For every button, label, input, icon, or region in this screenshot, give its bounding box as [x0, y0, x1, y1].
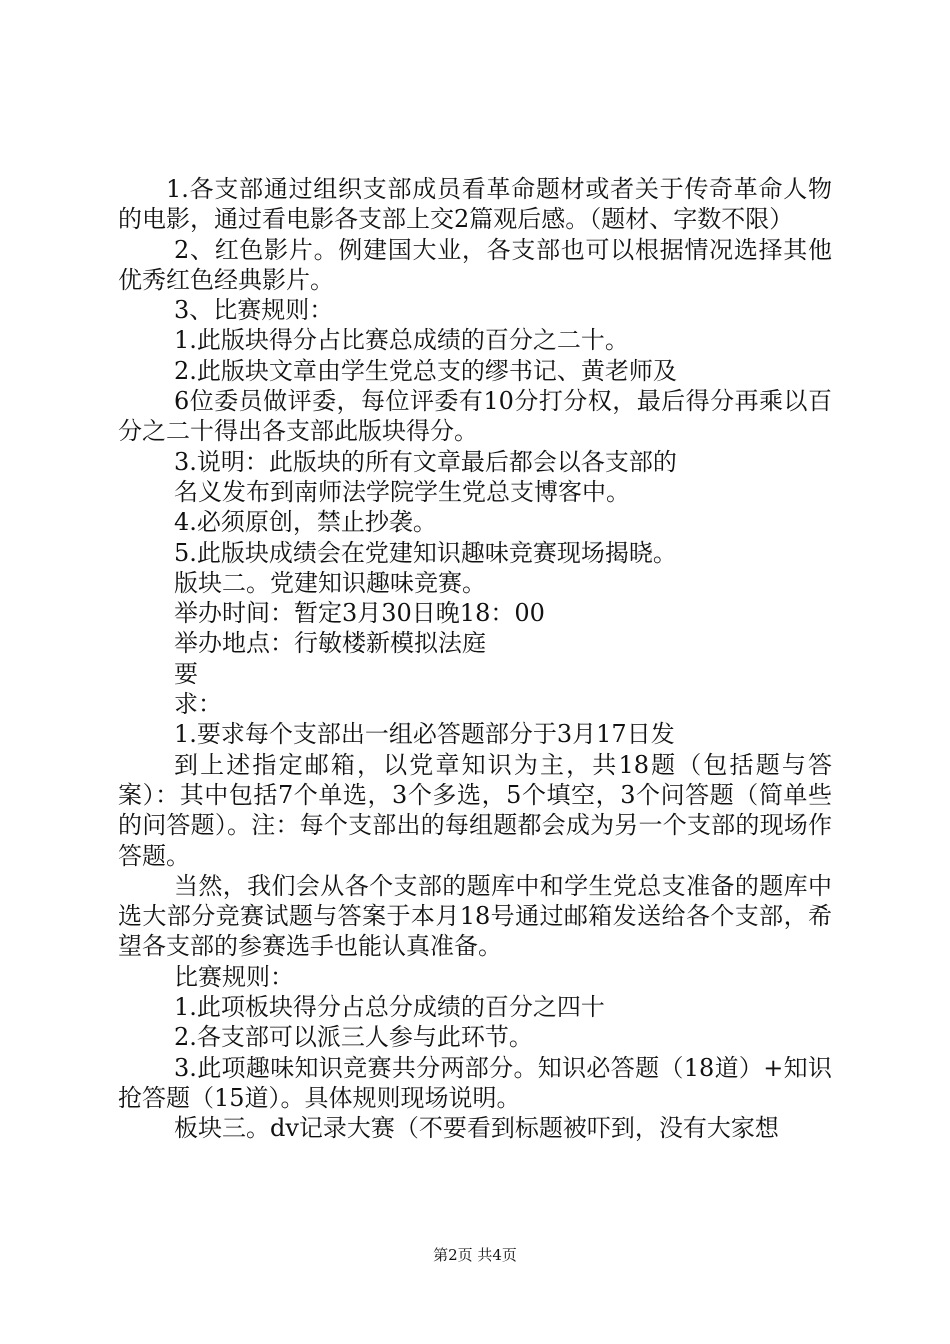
- paragraph-12: 举办时间：暂定3月30日晚18：00: [174, 599, 545, 628]
- paragraph-10: 5.此版块成绩会在党建知识趣味竞赛现场揭晓。: [174, 538, 677, 567]
- paragraph-22: 3.此项趣味知识竞赛共分两部分。知识必答题（18道）+知识抢答题（15道）。具体规则现场说明。: [118, 1053, 832, 1112]
- paragraph-3: 3、比赛规则：: [174, 296, 334, 325]
- paragraph-5: 2.此版块文章由学生党总支的缪书记、黄老师及: [174, 356, 677, 385]
- paragraph-21: 2.各支部可以派三人参与此环节。: [174, 1023, 533, 1052]
- paragraph-13: 举办地点：行敏楼新模拟法庭: [174, 629, 486, 658]
- paragraph-11: 版块二。党建知识趣味竞赛。: [174, 568, 486, 597]
- paragraph-2: 2、红色影片。例建国大业，各支部也可以根据情况选择其他优秀红色经典影片。: [118, 235, 832, 294]
- document-body: [118, 174, 832, 1144]
- paragraph-16: 1.要求每个支部出一组必答题部分于3月17日发: [174, 720, 675, 749]
- paragraph-19: 比赛规则：: [174, 962, 294, 991]
- paragraph-17: 到上述指定邮箱，以党章知识为主，共18题（包括题与答案）：其中包括7个单选，3个多选，5个填空，3个问答题（简单些的问答题）。注：每个支部出的每组题都会成为另一个支部的现场作答题。: [118, 750, 832, 870]
- paragraph-23: 板块三。dv记录大赛（不要看到标题被吓到，没有大家想: [174, 1114, 779, 1143]
- paragraph-7: 3.说明：此版块的所有文章最后都会以各支部的: [174, 447, 677, 476]
- paragraph-20: 1.此项板块得分占总分成绩的百分之四十: [174, 993, 605, 1022]
- paragraph-8: 名义发布到南师法学院学生党总支博客中。: [174, 477, 630, 506]
- paragraph-18: 当然，我们会从各个支部的题库中和学生党总支准备的题库中选大部分竞赛试题与答案于本月18号通过邮箱发送给各个支部，希望各支部的参赛选手也能认真准备。: [118, 871, 832, 961]
- page-number-footer: 第2页 共4页: [433, 1246, 517, 1264]
- paragraph-6: 6位委员做评委，每位评委有10分打分权，最后得分再乘以百分之二十得出各支部此版块得分。: [118, 387, 832, 446]
- paragraph-1: 1.各支部通过组织支部成员看革命题材或者关于传奇革命人物的电影，通过看电影各支部上交2篇观后感。（题材、字数不限）: [118, 175, 832, 234]
- paragraph-15: 求：: [174, 690, 222, 719]
- paragraph-14: 要: [174, 659, 198, 688]
- paragraph-9: 4.必须原创，禁止抄袭。: [174, 508, 437, 537]
- paragraph-4: 1.此版块得分占比赛总成绩的百分之二十。: [174, 326, 629, 355]
